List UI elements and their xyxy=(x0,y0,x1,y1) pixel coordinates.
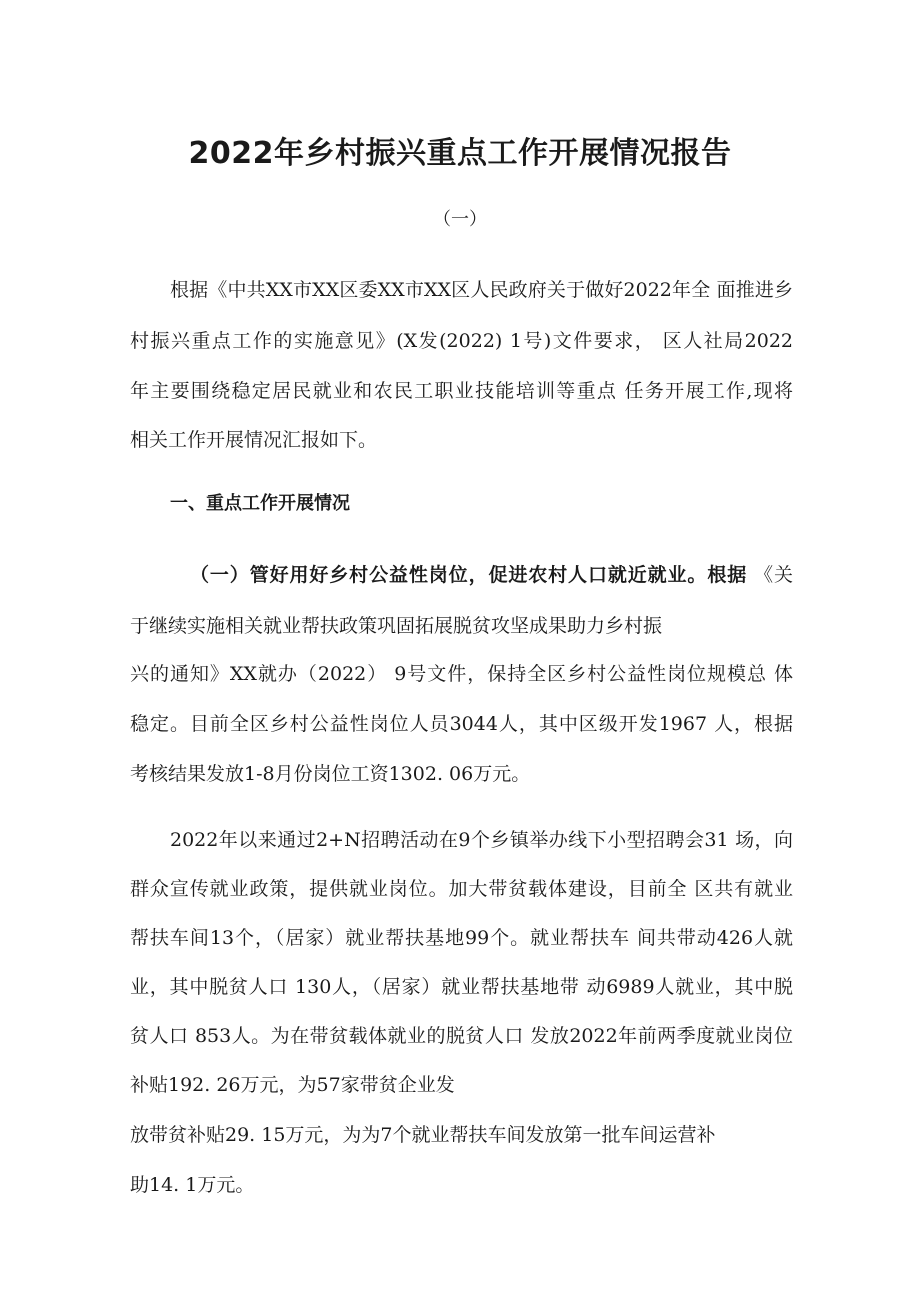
intro-line-1: 根据《中共XX市XX区委XX市XX区人民政府关于做好2022年全 面推进乡 xyxy=(170,279,793,301)
intro-line-4: 相关工作开展情况汇报如下。 xyxy=(130,429,378,451)
para2-line-3: 帮扶车间13个，（居家）就业帮扶基地99个。就业帮扶车 间共带动426人就 xyxy=(130,927,793,949)
item1-line-1-rest: 《关 xyxy=(754,564,793,586)
item1-line-2: 于继续实施相关就业帮扶政策巩固拓展脱贫攻坚成果助力乡村振 xyxy=(130,615,663,637)
intro-line-3: 年主要围绕稳定居民就业和农民工职业技能培训等重点 任务开展工作,现将 xyxy=(130,380,793,402)
document-title: 2022年乡村振兴重点工作开展情况报告 xyxy=(188,136,732,171)
para2-line-7: 放带贫补贴29. 15万元，为为7个就业帮扶车间发放第一批车间运营补 xyxy=(130,1124,716,1146)
item1-line-3: 兴的通知》XX就办（2022） 9号文件，保持全区乡村公益性岗位规模总 体 xyxy=(130,663,793,685)
item1-line-1 xyxy=(190,563,793,587)
para2-line-4: 业，其中脱贫人口 130人，（居家）就业帮扶基地带 动6989人就业，其中脱 xyxy=(130,976,793,998)
para2-line-6: 补贴192. 26万元，为57家带贫企业发 xyxy=(130,1074,455,1096)
item1-line-5: 考核结果发放1-8月份岗位工资1302. 06万元。 xyxy=(130,763,531,785)
item1-bold-lead: （一）管好用好乡村公益性岗位，促进农村人口就近就业。根据 xyxy=(190,564,748,586)
section-heading: 一、重点工作开展情况 xyxy=(170,493,350,514)
para2-line-5: 贫人口 853人。为在带贫载体就业的脱贫人口 发放2022年前两季度就业岗位 xyxy=(130,1025,793,1047)
item1-line-4: 稳定。目前全区乡村公益性岗位人员3044人，其中区级开发1967 人，根据 xyxy=(130,713,793,735)
para2-line-8: 助14. 1万元。 xyxy=(130,1174,255,1196)
document-subtitle: （一） xyxy=(433,209,487,230)
para2-line-1: 2022年以来通过2+N招聘活动在9个乡镇举办线下小型招聘会31 场，向 xyxy=(170,829,793,851)
para2-line-2: 群众宣传就业政策，提供就业岗位。加大带贫载体建设，目前全 区共有就业 xyxy=(130,878,793,900)
intro-line-2: 村振兴重点工作的实施意见》(X发(2022) 1号)文件要求， 区人社局2022 xyxy=(130,330,793,352)
